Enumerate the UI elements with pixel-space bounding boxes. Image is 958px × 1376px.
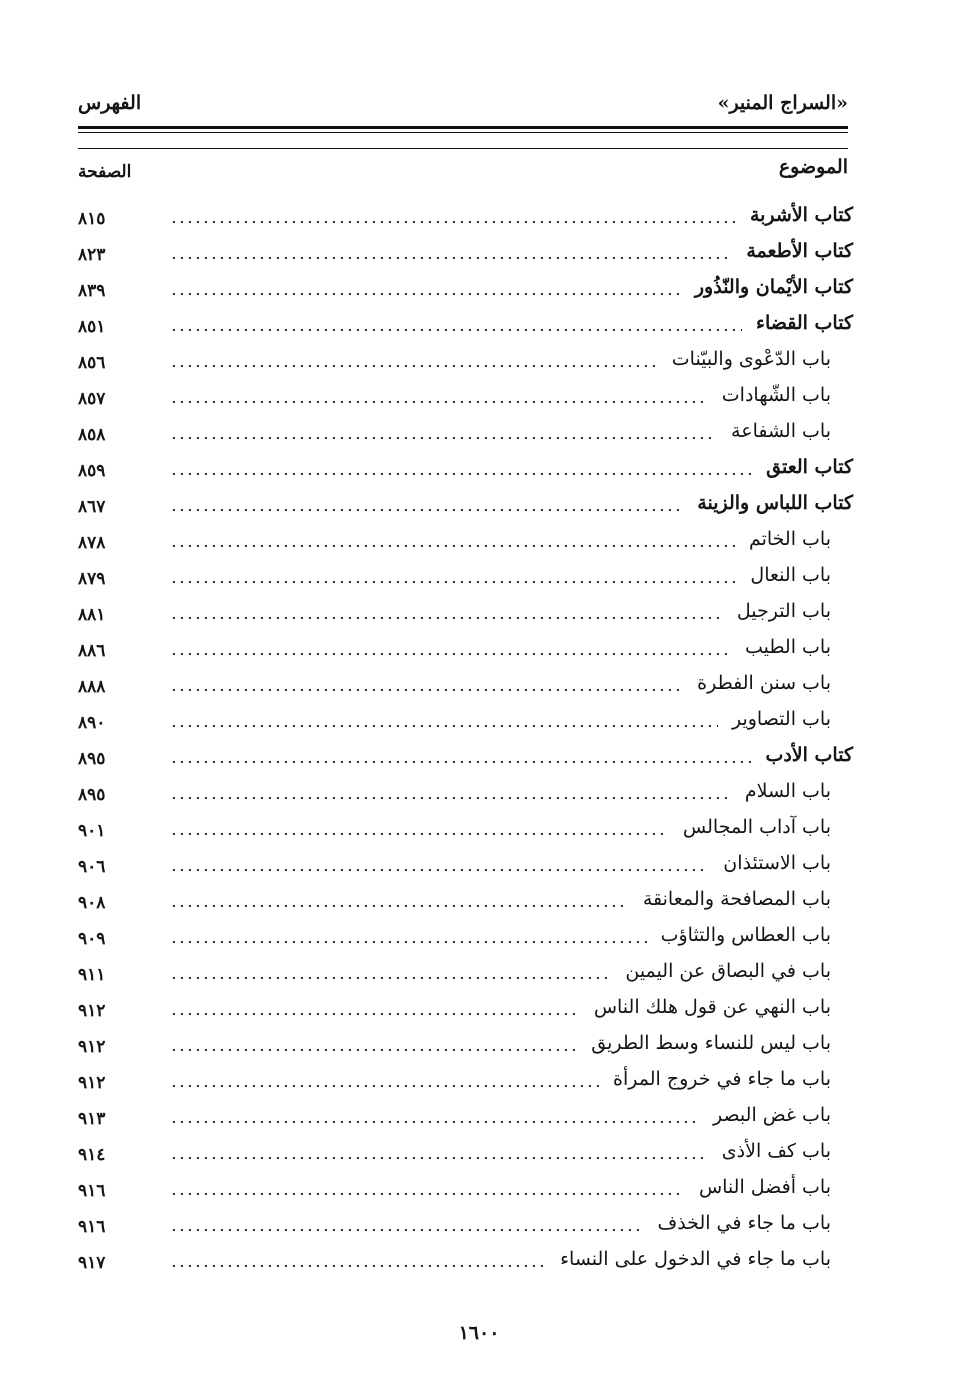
page-ref: ٩١٦: [78, 1181, 106, 1201]
dot-leader: [170, 797, 731, 799]
page-ref: ٨٥٩: [78, 461, 106, 481]
header-rule-thick: [78, 126, 848, 129]
toc-entry: [78, 377, 853, 413]
dot-leader: [170, 977, 611, 979]
dot-leader: [170, 1049, 577, 1051]
page-ref: ٨٩٥: [78, 785, 106, 805]
dot-leader: [170, 869, 709, 871]
dot-leader: [170, 365, 658, 367]
dot-leader: [170, 329, 742, 331]
toc-entry: [78, 1133, 853, 1169]
dot-leader: [170, 905, 629, 907]
bab-title: باب كف الأذى: [721, 1140, 831, 1162]
toc-entry: [78, 413, 853, 449]
bab-title: باب النعال: [750, 564, 831, 586]
toc-entry: [78, 809, 853, 845]
page-ref: ٩٠٩: [78, 929, 106, 949]
toc-entry: [78, 449, 853, 485]
page-ref: ٨٥٧: [78, 389, 106, 409]
bab-title: باب السلام: [744, 780, 831, 802]
page-ref: ٨٨٨: [78, 677, 106, 697]
page-ref: ٩١٣: [78, 1109, 106, 1129]
bab-title: باب آداب المجالس: [682, 816, 831, 838]
dot-leader: [170, 509, 683, 511]
page-ref: ٩١٧: [78, 1253, 106, 1273]
toc-entry: [78, 701, 853, 737]
toc-entry: [78, 737, 853, 773]
dot-leader: [170, 257, 732, 259]
kitab-title: كتاب الأشربة: [749, 204, 853, 226]
dot-leader: [170, 689, 683, 691]
dot-leader: [170, 293, 681, 295]
toc-entry: [78, 953, 853, 989]
dot-leader: [170, 761, 751, 763]
dot-leader: [170, 725, 718, 727]
page-ref: ٩١٢: [78, 1037, 106, 1057]
dot-leader: [170, 1085, 599, 1087]
toc-entry: [78, 593, 853, 629]
dot-leader: [170, 545, 735, 547]
page-ref: ٨٥٦: [78, 353, 106, 373]
toc-entry: [78, 629, 853, 665]
toc-entry: [78, 881, 853, 917]
page-ref: ٨٥١: [78, 317, 106, 337]
toc-entry: [78, 1169, 853, 1205]
page-ref: ٩١٢: [78, 1001, 106, 1021]
page-ref: ٨٨١: [78, 605, 106, 625]
toc-entry: [78, 773, 853, 809]
page-ref: ٨٩٠: [78, 713, 106, 733]
toc-entry: [78, 1205, 853, 1241]
dot-leader: [170, 833, 669, 835]
toc-entry: [78, 305, 853, 341]
bab-title: باب الطيب: [744, 636, 831, 658]
bab-title: باب سنن الفطرة: [697, 672, 831, 694]
bab-title: باب المصافحة والمعانقة: [642, 888, 831, 910]
toc-entry: [78, 1241, 853, 1277]
running-header: [78, 92, 848, 126]
bab-title: باب التصاوير: [731, 708, 831, 730]
page-ref: ٨٧٩: [78, 569, 106, 589]
kitab-title: كتاب الأيْمان والنّذُور: [694, 276, 853, 298]
page-ref: ٩٠٨: [78, 893, 106, 913]
kitab-title: كتاب القضاء: [756, 312, 853, 334]
column-header-rule: [78, 148, 848, 149]
dot-leader: [170, 437, 717, 439]
dot-leader: [170, 617, 723, 619]
kitab-title: كتاب العتق: [766, 456, 853, 478]
kitab-title: كتاب الأدب: [765, 744, 853, 766]
dot-leader: [170, 1013, 580, 1015]
column-headers: [78, 150, 848, 186]
bab-title: باب الخاتم: [748, 528, 831, 550]
section-name: الفهرس: [78, 92, 142, 114]
bab-title: باب أفضل الناس: [698, 1176, 831, 1198]
toc-list: [78, 197, 853, 1277]
page-column-header: الصفحة: [78, 162, 132, 182]
bab-title: باب الدّعْوى والبيّنات: [671, 348, 831, 370]
bab-title: باب الشّهادات: [721, 384, 831, 406]
dot-leader: [170, 221, 736, 223]
page-ref: ٨٥٨: [78, 425, 106, 445]
bab-title: باب الشفاعة: [731, 420, 831, 442]
page-ref: ٨١٥: [78, 209, 106, 229]
header-rule-thin: [78, 132, 848, 133]
page-ref: ٩٠١: [78, 821, 106, 841]
toc-entry: [78, 557, 853, 593]
dot-leader: [170, 1121, 699, 1123]
toc-entry: [78, 269, 853, 305]
dot-leader: [170, 473, 752, 475]
toc-entry: [78, 917, 853, 953]
toc-entry: [78, 521, 853, 557]
page-ref: ٩١٢: [78, 1073, 106, 1093]
page-ref: ٨٨٦: [78, 641, 106, 661]
dot-leader: [170, 401, 708, 403]
page-ref: ٨٦٧: [78, 497, 106, 517]
toc-entry: [78, 197, 853, 233]
toc-entry: [78, 1025, 853, 1061]
bab-title: باب غض البصر: [712, 1104, 831, 1126]
toc-entry: [78, 845, 853, 881]
dot-leader: [170, 1265, 546, 1267]
toc-entry: [78, 1061, 853, 1097]
bab-title: باب ما جاء في الخذف: [657, 1212, 831, 1234]
toc-entry: [78, 233, 853, 269]
toc-entry: [78, 341, 853, 377]
kitab-title: كتاب الأطعمة: [746, 240, 853, 262]
kitab-title: كتاب اللباس والزينة: [697, 492, 853, 514]
page-number: ١٦٠٠: [458, 1322, 500, 1344]
dot-leader: [170, 653, 731, 655]
page-ref: ٨٣٩: [78, 281, 106, 301]
toc-entry: [78, 989, 853, 1025]
bab-title: باب ليس للنساء وسط الطريق: [591, 1032, 831, 1054]
page-ref: ٨٢٣: [78, 245, 106, 265]
page-ref: ٩١١: [78, 965, 106, 985]
page-ref: ٨٧٨: [78, 533, 106, 553]
page-ref: ٩٠٦: [78, 857, 106, 877]
book-title: «السراج المنير»: [717, 92, 848, 114]
page-ref: ٩١٦: [78, 1217, 106, 1237]
bab-title: باب الاستئذان: [723, 852, 831, 874]
dot-leader: [170, 941, 647, 943]
toc-entry: [78, 1097, 853, 1133]
bab-title: باب ما جاء في خروج المرأة: [613, 1068, 831, 1090]
page-ref: ٩١٤: [78, 1145, 106, 1165]
dot-leader: [170, 1229, 644, 1231]
subject-column-header: الموضوع: [778, 156, 848, 178]
page-ref: ٨٩٥: [78, 749, 106, 769]
toc-entry: [78, 665, 853, 701]
dot-leader: [170, 581, 736, 583]
bab-title: باب النهي عن قول هلك الناس: [593, 996, 831, 1018]
dot-leader: [170, 1157, 708, 1159]
toc-entry: [78, 485, 853, 521]
bab-title: باب الترجيل: [736, 600, 831, 622]
bab-title: باب العطاس والتثاؤب: [660, 924, 831, 946]
dot-leader: [170, 1193, 685, 1195]
bab-title: باب في البصاق عن اليمين: [625, 960, 831, 982]
bab-title: باب ما جاء في الدخول على النساء: [560, 1248, 831, 1270]
